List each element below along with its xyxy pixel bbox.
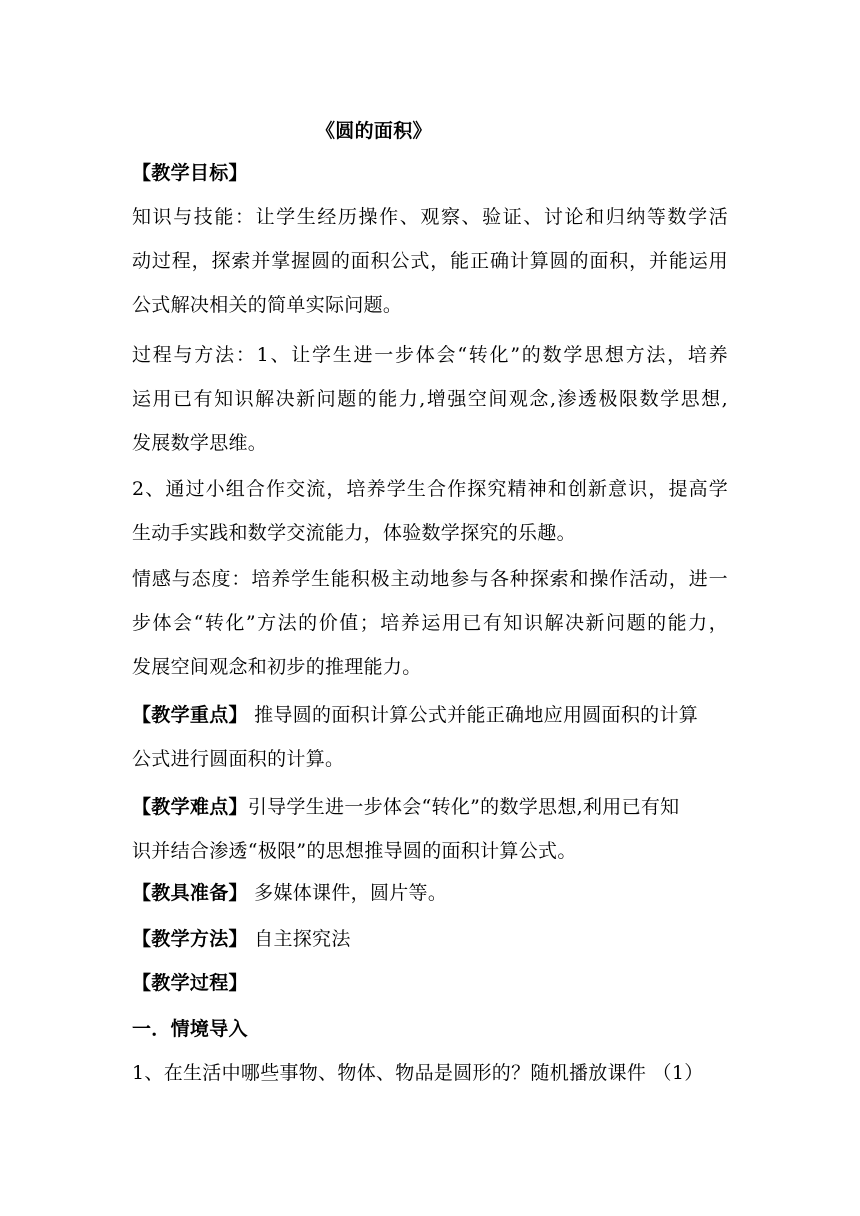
difficulty-label: 【教学难点】 <box>132 796 248 818</box>
tools-label: 【教具准备】 <box>132 882 248 904</box>
key-point-text: 推导圆的面积计算公式并能正确地应用圆面积的计算 <box>247 704 699 726</box>
knowledge-line-1: 知识与技能：让学生经历操作、观察、验证、讨论和归纳等数学活 <box>132 206 728 228</box>
tools-text: 多媒体课件，圆片等。 <box>247 882 448 904</box>
section1-line: 1、在生活中哪些事物、物体、物品是圆形的？随机播放课件 （1） <box>132 1062 704 1084</box>
process-line-2: 运用已有知识解决新问题的能力,增强空间观念,渗透极限数学思想, <box>132 388 728 410</box>
emotion-line-1: 情感与态度：培养学生能积极主动地参与各种探索和操作活动，进一 <box>132 568 728 590</box>
knowledge-line-2: 动过程，探索并掌握圆的面积公式，能正确计算圆的面积，并能运用 <box>132 250 728 272</box>
document-title: 《圆的面积》 <box>316 120 432 142</box>
process2-line-1: 2、通过小组合作交流，培养学生合作探究精神和创新意识，提高学 <box>132 478 728 500</box>
method-label: 【教学方法】 <box>132 928 248 950</box>
key-point-label: 【教学重点】 <box>132 704 248 726</box>
process-heading: 【教学过程】 <box>132 972 248 994</box>
emotion-line-3: 发展空间观念和初步的推理能力。 <box>132 656 422 678</box>
key-point-line-2: 公式进行圆面积的计算。 <box>132 748 345 770</box>
process-line-3: 发展数学思维。 <box>132 432 268 454</box>
emotion-line-2: 步体会“转化”方法的价值；培养运用已有知识解决新问题的能力， <box>132 612 728 634</box>
knowledge-line-3: 公式解决相关的简单实际问题。 <box>132 294 403 316</box>
method-line <box>132 926 732 952</box>
difficulty-text: 引导学生进一步体会“转化”的数学思想,利用已有知 <box>247 796 680 818</box>
objectives-heading: 【教学目标】 <box>132 162 248 184</box>
tools-line <box>132 880 732 906</box>
process-line-1: 过程与方法：1、让学生进一步体会“转化”的数学思想方法，培养 <box>132 344 728 366</box>
method-text: 自主探究法 <box>247 928 351 950</box>
process2-line-2: 生动手实践和数学交流能力，体验数学探究的乐趣。 <box>132 522 576 544</box>
section1-heading: 一．情境导入 <box>132 1018 248 1040</box>
key-point-line-1 <box>132 702 732 728</box>
difficulty-line-1 <box>132 794 732 820</box>
difficulty-line-2: 识并结合渗透“极限”的思想推导圆的面积计算公式。 <box>132 840 577 862</box>
